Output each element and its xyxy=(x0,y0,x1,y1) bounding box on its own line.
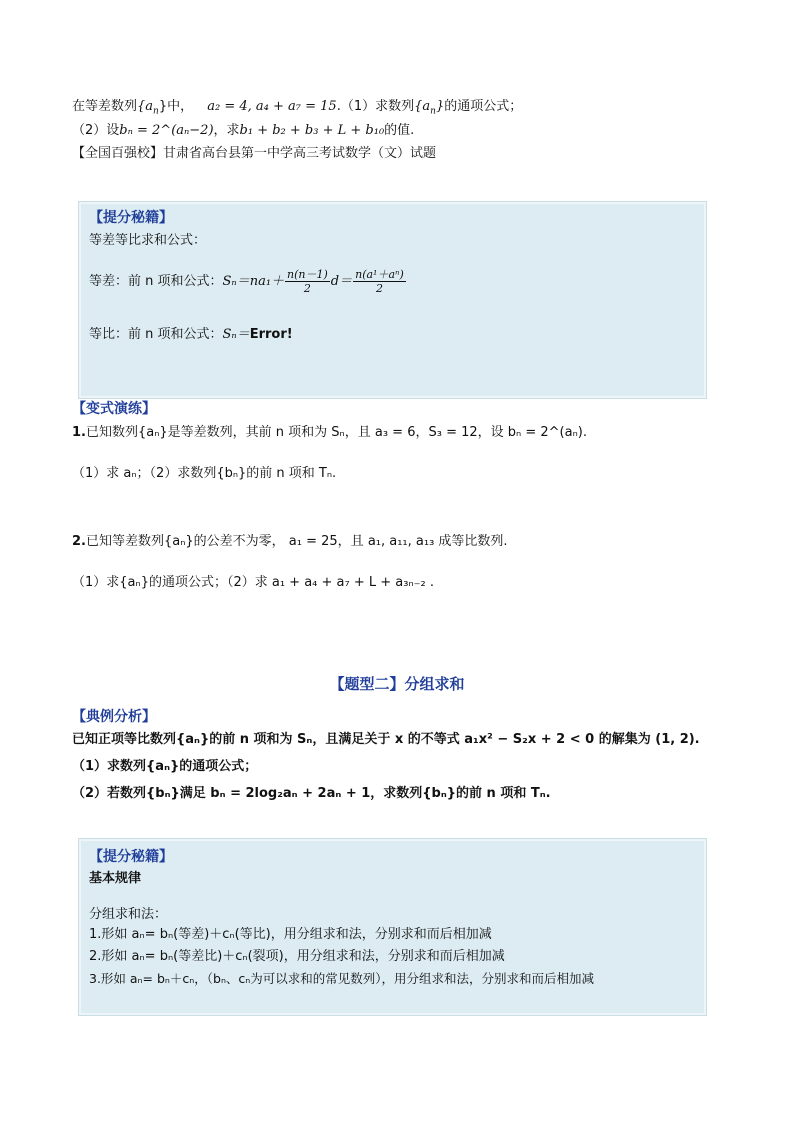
tips-title: 【提分秘籍】 xyxy=(89,210,173,226)
formula-mid: d＝ xyxy=(330,274,353,289)
formula-label: 等差：前 n 项和公式： xyxy=(89,274,223,289)
given-equation: a₂ = 4, a₄ + a₇ = 15 xyxy=(207,99,337,114)
tips-box-1 xyxy=(78,201,707,399)
practice-problem-2 xyxy=(72,533,508,551)
sequence-set: {a xyxy=(137,99,154,114)
formula-lhs: Sₙ＝na₁＋ xyxy=(222,274,285,289)
sum-expression: b₁ + b₂ + b₃ + L + b₁₀ xyxy=(239,123,385,138)
arithmetic-formula xyxy=(89,268,407,295)
problem-text: 已知数列{aₙ}是等差数列，其前 n 项和为 Sₙ，且 a₃ = 6，S₃ = 12，设 bₙ = 2^(aₙ). xyxy=(85,425,587,440)
problem-text: ，求 xyxy=(213,123,240,138)
error-text: Error! xyxy=(249,327,293,342)
problem-number: 2. xyxy=(72,534,86,549)
example-line-1: 已知正项等比数列{aₙ}的前 n 项和为 Sₙ，且满足关于 x 的不等式 a₁x² − S₂x + 2 < 0 的解集为 (1, 2). xyxy=(72,732,700,747)
fraction-2: $\frac{\text{n(a¹＋aⁿ)}}{2}$ xyxy=(355,268,404,295)
formula-lhs: Sₙ＝ xyxy=(222,327,250,342)
rule-2: 2.形如 aₙ= bₙ(等差比)＋cₙ(裂项)，用分组求和法，分别求和而后相加减 xyxy=(89,949,505,964)
practice-question-2: （1）求{aₙ}的通项公式；（2）求 a₁ + a₄ + a₇ + L + a₃ₙ₋₂ . xyxy=(72,575,434,590)
example-header: 【典例分析】 xyxy=(72,709,156,725)
tips-subtitle: 基本规律 xyxy=(89,871,142,886)
bn-definition: bₙ = 2^(aₙ−2) xyxy=(119,123,214,138)
fraction-1: $\frac{n(n-1)}{2}$ xyxy=(287,268,328,295)
practice-problem-1 xyxy=(72,424,587,442)
problem-line-1: 在等差数列$\{a_n\}$中， a₂ = 4, a₄ + a₇ = 15.（1）求数列$\{a_n\}$的通项公式； xyxy=(72,99,523,117)
source-citation: 【全国百强校】甘肃省高台县第一中学高三考试数学（文）试题 xyxy=(72,146,437,161)
tips-title: 【提分秘籍】 xyxy=(89,849,173,865)
tips-intro: 分组求和法： xyxy=(89,907,168,922)
example-line-3: （2）若数列{bₙ}满足 bₙ = 2log₂aₙ + 2aₙ + 1，求数列{bₙ}的前 n 项和 Tₙ. xyxy=(72,786,551,801)
practice-question-1: （1）求 aₙ；（2）求数列{bₙ}的前 n 项和 Tₙ. xyxy=(72,466,337,481)
problem-text: 已知等差数列{aₙ}的公差不为零， a₁ = 25，且 a₁, a₁₁, a₁₃ 成等比数列. xyxy=(85,534,508,549)
problem-text: 的值. xyxy=(384,123,415,138)
problem-text: }中， xyxy=(158,99,194,114)
geometric-formula xyxy=(89,323,293,342)
practice-header: 【变式演练】 xyxy=(72,401,156,417)
formula-label: 等比：前 n 项和公式： xyxy=(89,327,223,342)
problem-line-2 xyxy=(72,122,414,140)
problem-text: .（1）求数列 xyxy=(336,99,415,114)
problem-number: 1. xyxy=(72,425,86,440)
rule-1: 1.形如 aₙ= bₙ(等差)＋cₙ(等比)，用分组求和法，分别求和而后相加减 xyxy=(89,927,492,942)
problem-text: 的通项公式； xyxy=(444,99,523,114)
problem-text: （2）设 xyxy=(72,123,120,138)
tips-box-2 xyxy=(78,838,707,1016)
section-title: 【题型二】分组求和 xyxy=(329,675,465,693)
rule-3: 3.形如 aₙ= bₙ＋cₙ，（bₙ、cₙ为可以求和的常见数列），用分组求和法，分别求和而后相加减 xyxy=(89,971,595,986)
example-line-2: （1）求数列{aₙ}的通项公式； xyxy=(72,759,258,774)
problem-text: 在等差数列 xyxy=(72,99,138,114)
tips-subtitle: 等差等比求和公式： xyxy=(89,233,207,248)
